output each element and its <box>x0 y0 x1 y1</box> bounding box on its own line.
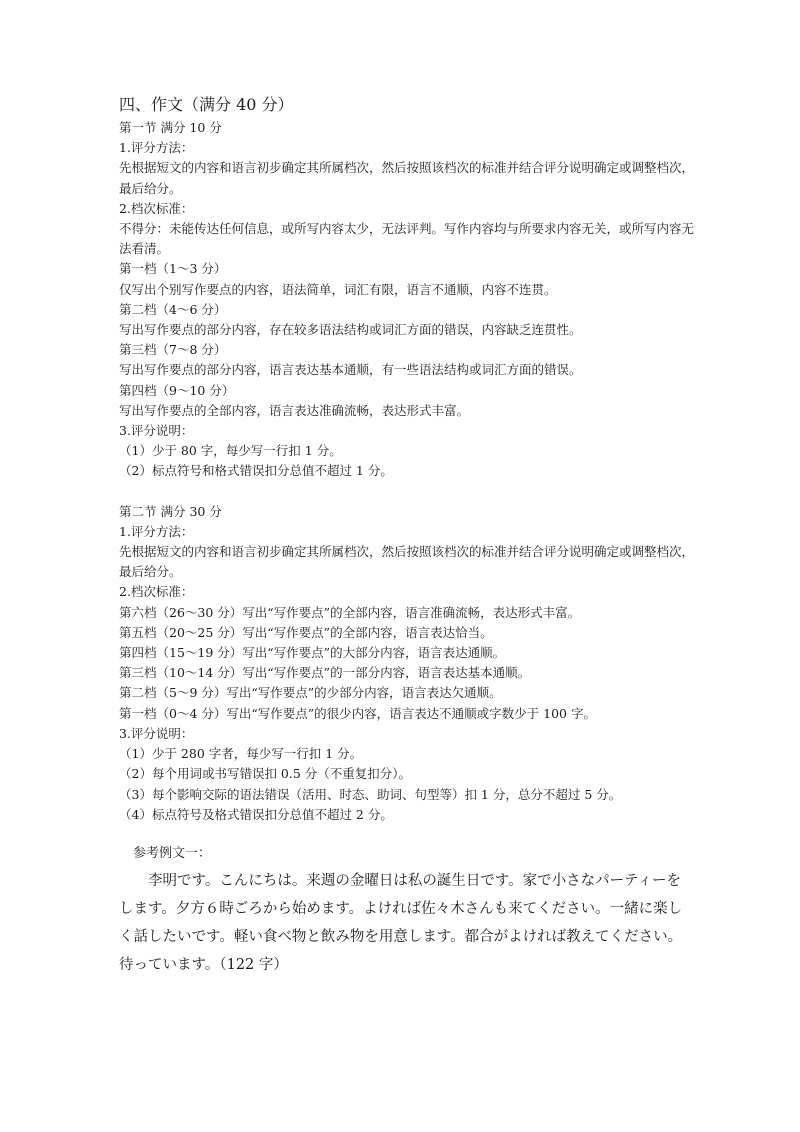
level-item: 第三档（10～14 分）写出“写作要点”的一部分内容，语言表达基本通顺。 <box>119 665 531 681</box>
note-item: （1）少于 280 字者，每少写一行扣 1 分。 <box>119 746 363 762</box>
section-1 <box>119 118 694 482</box>
level-desc: 写出写作要点的全部内容，语言表达准确流畅，表达形式丰富。 <box>119 402 470 418</box>
section-1-method-text: 先根据短文的内容和语言初步确定其所属档次，然后按照该档次的标准并结合评分说明确定或调整档次，最后给分。 <box>119 160 695 196</box>
level-item: 第四档（15～19 分）写出“写作要点”的大部分内容，语言表达通顺。 <box>119 645 506 661</box>
level-desc: 写出写作要点的部分内容，存在较多语法结构或词汇方面的错误，内容缺乏连贯性。 <box>119 322 582 338</box>
section-2-standards-heading: 2.档次标准： <box>119 584 194 600</box>
section-2 <box>119 502 694 825</box>
page-title: 四、作文（满分 40 分） <box>119 95 294 114</box>
level-name: 第四档（9～10 分） <box>119 382 235 398</box>
level-name: 第一档（1～3 分） <box>119 261 227 277</box>
level-item: 第五档（20～25 分）写出“写作要点”的全部内容，语言表达恰当。 <box>119 624 493 640</box>
section-2-method-text: 先根据短文的内容和语言初步确定其所属档次，然后按照该档次的标准并结合评分说明确定或调整档次，最后给分。 <box>119 544 695 580</box>
section-2-notes-heading: 3.评分说明： <box>119 725 194 741</box>
level-name: 第二档（4～6 分） <box>119 301 227 317</box>
level-item: 第二档（5～9 分）写出“写作要点”的少部分内容，语言表达欠通顺。 <box>119 685 502 701</box>
section-spacer <box>119 482 694 502</box>
section-1-notes-heading: 3.评分说明： <box>119 423 194 439</box>
example-essay <box>119 841 694 979</box>
section-1-zero-score: 不得分：未能传达任何信息，或所写内容太少，无法评判。写作内容均与所要求内容无关，或所写内容无法看清。 <box>119 221 695 257</box>
section-2-heading: 第二节 满分 30 分 <box>119 503 222 519</box>
note-item: （1）少于 80 字，每少写一行扣 1 分。 <box>119 443 342 459</box>
note-item: （3）每个影响交际的语法错误（活用、时态、助词、句型等）扣 1 分，总分不超过 5 分。 <box>119 786 622 802</box>
level-desc: 写出写作要点的部分内容，语言表达基本通顺，有一些语法结构或词汇方面的错误。 <box>119 362 582 378</box>
note-item: （4）标点符号及格式错误扣分总值不超过 2 分。 <box>119 806 393 822</box>
section-1-method-heading: 1.评分方法： <box>119 140 194 156</box>
level-desc: 仅写出个别写作要点的内容，语法简单，词汇有限，语言不通顺，内容不连贯。 <box>119 281 557 297</box>
document-content <box>119 94 694 979</box>
note-item: （2）每个用词或书写错误扣 0.5 分（不重复扣分）。 <box>119 766 412 782</box>
level-item: 第六档（26～30 分）写出“写作要点”的全部内容，语言准确流畅，表达形式丰富。 <box>119 604 581 620</box>
example-body: 李明です。こんにちは。来週の金曜日は私の誕生日です。家で小さなパーティーをします。夕方６時ごろから始めます。よければ佐々木さんも来てください。一緒に楽しく話したいです。軽い食べ物と飲み物を用意します。都合がよければ教えてください。待っています。（122 字） <box>119 872 683 973</box>
example-heading: 参考例文一： <box>133 845 212 861</box>
section-1-heading: 第一节 满分 10 分 <box>119 120 222 135</box>
note-item: （2）标点符号和格式错误扣分总值不超过 1 分。 <box>119 463 393 479</box>
level-name: 第三档（7～8 分） <box>119 342 227 358</box>
section-1-standards-heading: 2.档次标准： <box>119 200 194 216</box>
section-2-method-heading: 1.评分方法： <box>119 523 194 539</box>
level-item: 第一档（0～4 分）写出“写作要点”的很少内容，语言表达不通顺或字数少于 100 字。 <box>119 705 596 721</box>
